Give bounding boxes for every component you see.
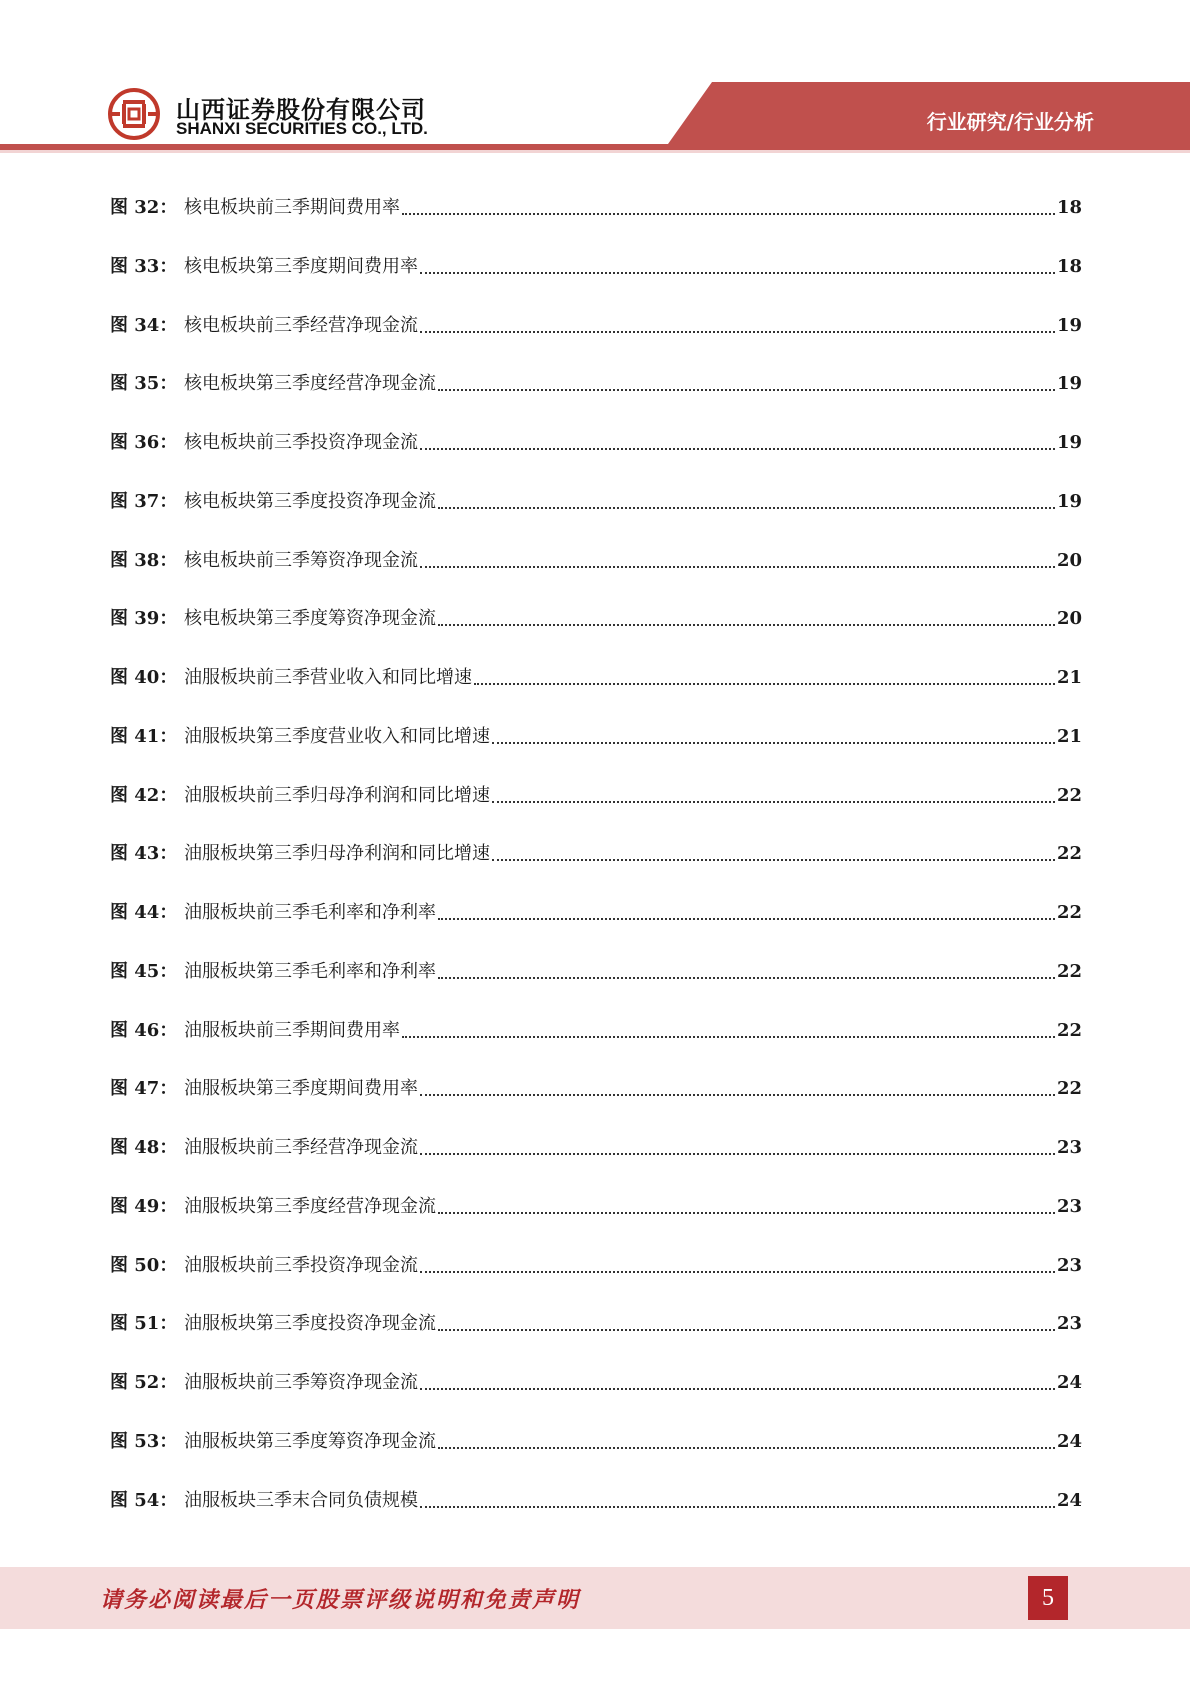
toc-entry[interactable] bbox=[110, 1160, 1082, 1219]
toc-entry[interactable] bbox=[110, 1395, 1082, 1454]
toc-entry-title: 核电板块第三季度经营净现金流 bbox=[184, 373, 436, 395]
toc-entry-title: 油服板块第三季度投资净现金流 bbox=[184, 1313, 436, 1335]
toc-entry[interactable] bbox=[110, 196, 1082, 220]
toc-entry-label: 图 37： bbox=[110, 490, 178, 512]
toc-entry[interactable] bbox=[110, 1454, 1082, 1513]
toc-leader-dots bbox=[420, 447, 1055, 450]
toc-entry-page: 18 bbox=[1056, 255, 1082, 277]
toc-entry-title: 核电板块第三季度投资净现金流 bbox=[184, 490, 436, 512]
toc-entry-title: 油服板块第三季度营业收入和同比增速 bbox=[184, 725, 490, 747]
toc-entry-label: 图 51： bbox=[110, 1313, 178, 1335]
toc-entry-title: 油服板块前三季筹资净现金流 bbox=[184, 1372, 418, 1393]
toc-entry-label: 图 32： bbox=[110, 197, 178, 218]
toc-entry-label: 图 35： bbox=[110, 373, 178, 395]
toc-leader-dots bbox=[438, 388, 1055, 391]
toc-entry-page: 23 bbox=[1056, 1313, 1082, 1335]
toc-entry-label: 图 45： bbox=[110, 960, 178, 982]
toc-entry-label: 图 49： bbox=[110, 1195, 178, 1217]
toc-entry-label: 图 33： bbox=[110, 255, 178, 277]
toc-entry[interactable] bbox=[110, 338, 1082, 397]
toc-leader-dots bbox=[402, 1035, 1055, 1038]
toc-entry-page: 22 bbox=[1056, 1019, 1082, 1041]
toc-entry[interactable] bbox=[110, 925, 1082, 984]
toc-entry-title: 油服板块第三季归母净利润和同比增速 bbox=[184, 843, 490, 865]
toc-leader-dots bbox=[438, 623, 1055, 626]
toc-entry[interactable] bbox=[110, 808, 1082, 867]
toc-leader-dots bbox=[492, 858, 1055, 861]
toc-leader-dots bbox=[420, 1093, 1055, 1096]
toc-entry[interactable] bbox=[110, 984, 1082, 1043]
toc-entry-label: 图 39： bbox=[110, 608, 178, 630]
toc-leader-dots bbox=[438, 1446, 1055, 1449]
toc-entry-page: 19 bbox=[1056, 432, 1082, 453]
toc-entry-title: 油服板块前三季期间费用率 bbox=[184, 1019, 400, 1041]
toc-leader-dots bbox=[492, 800, 1055, 803]
toc-entry-label: 图 53： bbox=[110, 1430, 178, 1452]
toc-entry-label: 图 52： bbox=[110, 1372, 178, 1393]
toc-entry-page: 24 bbox=[1056, 1430, 1082, 1452]
page-header bbox=[0, 0, 1190, 160]
toc-entry[interactable] bbox=[110, 690, 1082, 749]
toc-leader-dots bbox=[420, 565, 1055, 568]
toc-entry[interactable] bbox=[110, 1336, 1082, 1395]
toc-entry-page: 22 bbox=[1056, 843, 1082, 865]
toc-entry-label: 图 40： bbox=[110, 667, 178, 688]
toc-entry-label: 图 38： bbox=[110, 549, 178, 571]
toc-entry-title: 核电板块前三季筹资净现金流 bbox=[184, 549, 418, 571]
toc-leader-dots bbox=[420, 1152, 1055, 1155]
toc-entry-title: 油服板块第三季度经营净现金流 bbox=[184, 1195, 436, 1217]
toc-entry-title: 油服板块前三季投资净现金流 bbox=[184, 1254, 418, 1276]
toc-entry-label: 图 48： bbox=[110, 1137, 178, 1158]
disclaimer-text: 请务必阅读最后一页股票评级说明和免责声明 bbox=[100, 1587, 581, 1613]
toc-entry-title: 核电板块前三季期间费用率 bbox=[184, 197, 400, 218]
toc-leader-dots bbox=[492, 741, 1055, 744]
toc-entry-label: 图 46： bbox=[110, 1019, 178, 1041]
company-name-cn: 山西证券股份有限公司 bbox=[176, 96, 426, 124]
toc-entry[interactable] bbox=[110, 1101, 1082, 1160]
toc-entry[interactable] bbox=[110, 573, 1082, 632]
toc-entry[interactable] bbox=[110, 220, 1082, 279]
toc-entry[interactable] bbox=[110, 1219, 1082, 1278]
toc-entry-page: 21 bbox=[1056, 667, 1082, 688]
toc-entry-page: 22 bbox=[1056, 784, 1082, 806]
toc-entry-page: 18 bbox=[1056, 197, 1082, 218]
toc-entry-title: 油服板块前三季经营净现金流 bbox=[184, 1137, 418, 1158]
toc-entry[interactable] bbox=[110, 631, 1082, 690]
toc-entry-title: 油服板块第三季度筹资净现金流 bbox=[184, 1430, 436, 1452]
toc-entry-title: 核电板块第三季度期间费用率 bbox=[184, 255, 418, 277]
toc-entry-label: 图 54： bbox=[110, 1489, 178, 1511]
toc-entry-label: 图 42： bbox=[110, 784, 178, 806]
toc-entry-label: 图 47： bbox=[110, 1078, 178, 1100]
toc-leader-dots bbox=[438, 1328, 1055, 1331]
toc-entry[interactable] bbox=[110, 866, 1082, 925]
toc-entry-page: 22 bbox=[1056, 902, 1082, 923]
toc-entry-title: 核电板块第三季度筹资净现金流 bbox=[184, 608, 436, 630]
toc-leader-dots bbox=[402, 212, 1055, 215]
toc-entry-page: 21 bbox=[1056, 725, 1082, 747]
toc-entry-title: 油服板块第三季度期间费用率 bbox=[184, 1078, 418, 1100]
toc-entry-title: 油服板块三季末合同负债规模 bbox=[184, 1489, 418, 1511]
toc-leader-dots bbox=[420, 271, 1055, 274]
toc-entry-label: 图 36： bbox=[110, 432, 178, 453]
toc-entry-title: 核电板块前三季经营净现金流 bbox=[184, 314, 418, 336]
toc-entry-page: 22 bbox=[1056, 960, 1082, 982]
toc-entry-page: 24 bbox=[1056, 1372, 1082, 1393]
toc-leader-dots bbox=[438, 976, 1055, 979]
toc-leader-dots bbox=[474, 682, 1055, 685]
toc-entry-label: 图 50： bbox=[110, 1254, 178, 1276]
toc-entry-page: 23 bbox=[1056, 1195, 1082, 1217]
toc-entry-title: 核电板块前三季投资净现金流 bbox=[184, 432, 418, 453]
toc-entry-label: 图 34： bbox=[110, 314, 178, 336]
figure-list bbox=[110, 196, 1082, 1513]
toc-entry[interactable] bbox=[110, 749, 1082, 808]
toc-entry-page: 23 bbox=[1056, 1254, 1082, 1276]
toc-entry-page: 20 bbox=[1056, 608, 1082, 630]
toc-entry-title: 油服板块前三季营业收入和同比增速 bbox=[184, 667, 472, 688]
toc-entry-title: 油服板块前三季毛利率和净利率 bbox=[184, 902, 436, 923]
toc-entry-page: 23 bbox=[1056, 1137, 1082, 1158]
toc-entry[interactable] bbox=[110, 1278, 1082, 1337]
toc-entry-title: 油服板块前三季归母净利润和同比增速 bbox=[184, 784, 490, 806]
toc-entry-page: 19 bbox=[1056, 490, 1082, 512]
toc-entry-page: 22 bbox=[1056, 1078, 1082, 1100]
toc-entry[interactable] bbox=[110, 279, 1082, 338]
toc-leader-dots bbox=[438, 917, 1055, 920]
toc-entry-label: 图 44： bbox=[110, 902, 178, 923]
toc-entry[interactable] bbox=[110, 396, 1082, 455]
toc-leader-dots bbox=[420, 330, 1055, 333]
toc-leader-dots bbox=[420, 1270, 1055, 1273]
company-name-en: SHANXI SECURITIES CO., LTD. bbox=[176, 119, 428, 138]
report-category: 行业研究/行业分析 bbox=[926, 110, 1094, 134]
toc-entry-page: 24 bbox=[1056, 1489, 1082, 1511]
toc-leader-dots bbox=[438, 1211, 1055, 1214]
page-footer bbox=[0, 1567, 1190, 1629]
toc-entry-page: 20 bbox=[1056, 549, 1082, 571]
toc-entry-page: 19 bbox=[1056, 373, 1082, 395]
toc-entry-page: 19 bbox=[1056, 314, 1082, 336]
toc-entry[interactable] bbox=[110, 1043, 1082, 1102]
toc-leader-dots bbox=[438, 506, 1055, 509]
page-number: 5 bbox=[1028, 1576, 1068, 1620]
toc-entry-label: 图 43： bbox=[110, 843, 178, 865]
toc-leader-dots bbox=[420, 1387, 1055, 1390]
toc-leader-dots bbox=[420, 1505, 1055, 1508]
toc-entry[interactable] bbox=[110, 455, 1082, 514]
company-logo-icon bbox=[108, 88, 160, 140]
toc-entry-label: 图 41： bbox=[110, 725, 178, 747]
toc-entry[interactable] bbox=[110, 514, 1082, 573]
toc-entry-title: 油服板块第三季毛利率和净利率 bbox=[184, 960, 436, 982]
